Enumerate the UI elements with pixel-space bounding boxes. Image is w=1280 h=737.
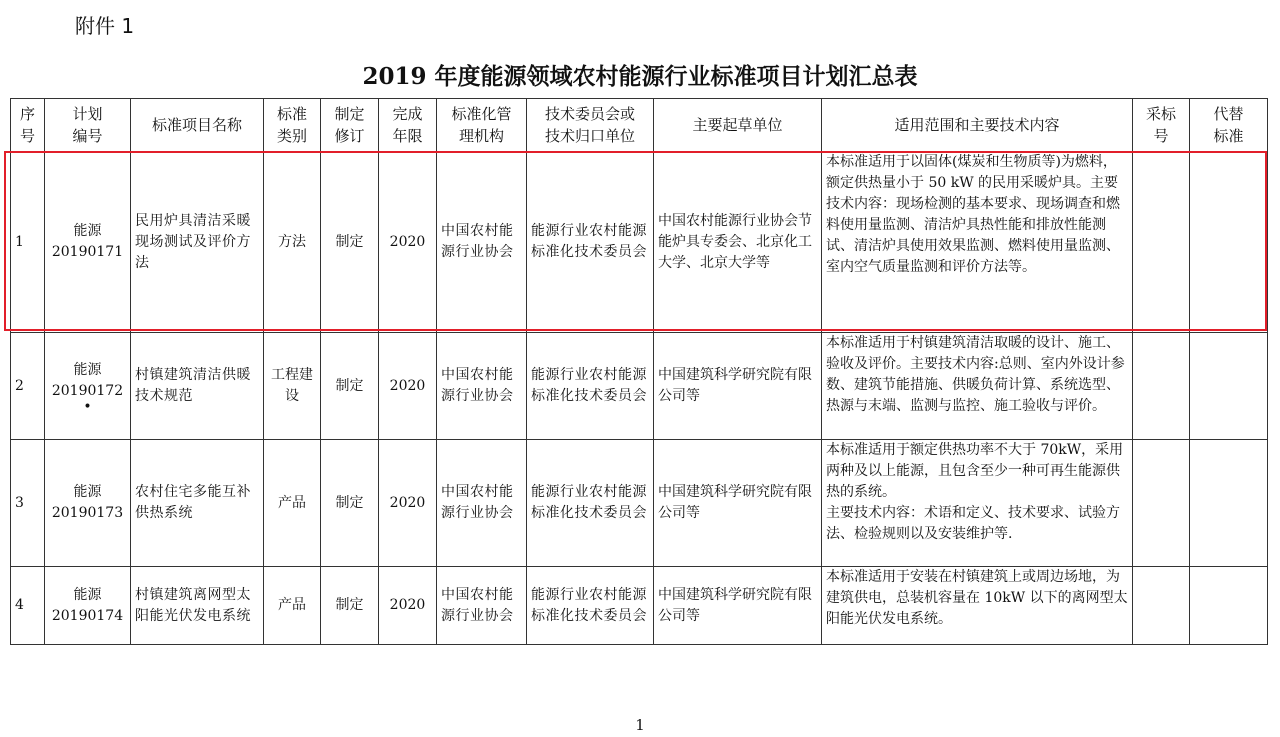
cell-plan-no: 能源 20190172 • bbox=[45, 333, 131, 440]
cell-scope: 本标准适用于额定供热功率不大于 70kW，采用两种及以上能源，且包含至少一种可再生能源供热的系统。 主要技术内容：术语和定义、技术要求、试验方法、检验规则以及安装维护等. bbox=[822, 440, 1133, 567]
header-row bbox=[11, 99, 1268, 152]
cell-scope: 本标准适用于以固体(煤炭和生物质等)为燃料，额定供热量小于 50 kW 的民用采暖炉具。主要技术内容：现场检测的基本要求、现场调查和燃料使用量监测、清洁炉具热性能和排放性能测试、清洁炉具使用效果监测、燃料使用量监测、室内空气质量监测和评价方法等。 bbox=[822, 152, 1133, 333]
plan-no-mark: • bbox=[83, 399, 92, 415]
cell-deadline: 2020 bbox=[379, 333, 437, 440]
table-row bbox=[11, 440, 1268, 567]
cell-adopt bbox=[1133, 152, 1190, 333]
cell-plan-no: 能源 20190173 bbox=[45, 440, 131, 567]
cell-deadline: 2020 bbox=[379, 152, 437, 333]
cell-replace bbox=[1190, 333, 1268, 440]
header-replace: 代替 标准 bbox=[1190, 99, 1268, 152]
cell-mgmt: 中国农村能源行业协会 bbox=[437, 440, 527, 567]
cell-seq: 3 bbox=[11, 440, 45, 567]
cell-deadline: 2020 bbox=[379, 440, 437, 567]
cell-adopt bbox=[1133, 333, 1190, 440]
page-title: 2019 年度能源领域农村能源行业标准项目计划汇总表 bbox=[362, 63, 918, 90]
cell-name: 村镇建筑清洁供暖技术规范 bbox=[131, 333, 264, 440]
cell-plan-no: 能源 20190174 bbox=[45, 567, 131, 645]
attachment-label: 附件 1 bbox=[75, 14, 135, 38]
table-row bbox=[11, 152, 1268, 333]
cell-mgmt: 中国农村能源行业协会 bbox=[437, 333, 527, 440]
cell-std-type: 产品 bbox=[264, 567, 321, 645]
cell-make-revise: 制定 bbox=[321, 440, 379, 567]
cell-adopt bbox=[1133, 567, 1190, 645]
cell-seq: 2 bbox=[11, 333, 45, 440]
cell-deadline: 2020 bbox=[379, 567, 437, 645]
cell-mgmt: 中国农村能源行业协会 bbox=[437, 152, 527, 333]
cell-name: 农村住宅多能互补供热系统 bbox=[131, 440, 264, 567]
header-deadline: 完成 年限 bbox=[379, 99, 437, 152]
cell-committee: 能源行业农村能源标准化技术委员会 bbox=[527, 152, 654, 333]
cell-replace bbox=[1190, 152, 1268, 333]
header-seq: 序 号 bbox=[11, 99, 45, 152]
cell-committee: 能源行业农村能源标准化技术委员会 bbox=[527, 333, 654, 440]
header-drafter: 主要起草单位 bbox=[654, 99, 822, 152]
cell-committee: 能源行业农村能源标准化技术委员会 bbox=[527, 440, 654, 567]
cell-committee: 能源行业农村能源标准化技术委员会 bbox=[527, 567, 654, 645]
table-row bbox=[11, 333, 1268, 440]
page-number: 1 bbox=[635, 716, 645, 734]
cell-std-type: 工程建设 bbox=[264, 333, 321, 440]
cell-std-type: 产品 bbox=[264, 440, 321, 567]
cell-make-revise: 制定 bbox=[321, 567, 379, 645]
cell-make-revise: 制定 bbox=[321, 333, 379, 440]
table-row bbox=[11, 567, 1268, 645]
cell-drafter: 中国农村能源行业协会节能炉具专委会、北京化工大学、北京大学等 bbox=[654, 152, 822, 333]
header-std-type: 标准 类别 bbox=[264, 99, 321, 152]
header-adopt: 采标 号 bbox=[1133, 99, 1190, 152]
cell-scope: 本标准适用于安装在村镇建筑上或周边场地，为建筑供电，总装机容量在 10kW 以下的离网型太阳能光伏发电系统。 bbox=[822, 567, 1133, 645]
cell-drafter: 中国建筑科学研究院有限公司等 bbox=[654, 440, 822, 567]
standards-table bbox=[10, 98, 1268, 645]
cell-std-type: 方法 bbox=[264, 152, 321, 333]
header-mgmt: 标准化管 理机构 bbox=[437, 99, 527, 152]
header-make-revise: 制定 修订 bbox=[321, 99, 379, 152]
cell-seq: 1 bbox=[11, 152, 45, 333]
cell-replace bbox=[1190, 440, 1268, 567]
cell-plan-no: 能源 20190171 bbox=[45, 152, 131, 333]
header-scope: 适用范围和主要技术内容 bbox=[822, 99, 1133, 152]
header-plan-no: 计划 编号 bbox=[45, 99, 131, 152]
cell-seq: 4 bbox=[11, 567, 45, 645]
cell-adopt bbox=[1133, 440, 1190, 567]
cell-make-revise: 制定 bbox=[321, 152, 379, 333]
header-name: 标准项目名称 bbox=[131, 99, 264, 152]
cell-name: 村镇建筑离网型太阳能光伏发电系统 bbox=[131, 567, 264, 645]
cell-mgmt: 中国农村能源行业协会 bbox=[437, 567, 527, 645]
cell-drafter: 中国建筑科学研究院有限公司等 bbox=[654, 567, 822, 645]
cell-drafter: 中国建筑科学研究院有限公司等 bbox=[654, 333, 822, 440]
cell-name: 民用炉具清洁采暖现场测试及评价方法 bbox=[131, 152, 264, 333]
cell-replace bbox=[1190, 567, 1268, 645]
header-committee: 技术委员会或 技术归口单位 bbox=[527, 99, 654, 152]
cell-scope: 本标准适用于村镇建筑清洁取暖的设计、施工、验收及评价。主要技术内容:总则、室内外设计参数、建筑节能措施、供暖负荷计算、系统选型、热源与末端、监测与监控、施工验收与评价。 bbox=[822, 333, 1133, 440]
